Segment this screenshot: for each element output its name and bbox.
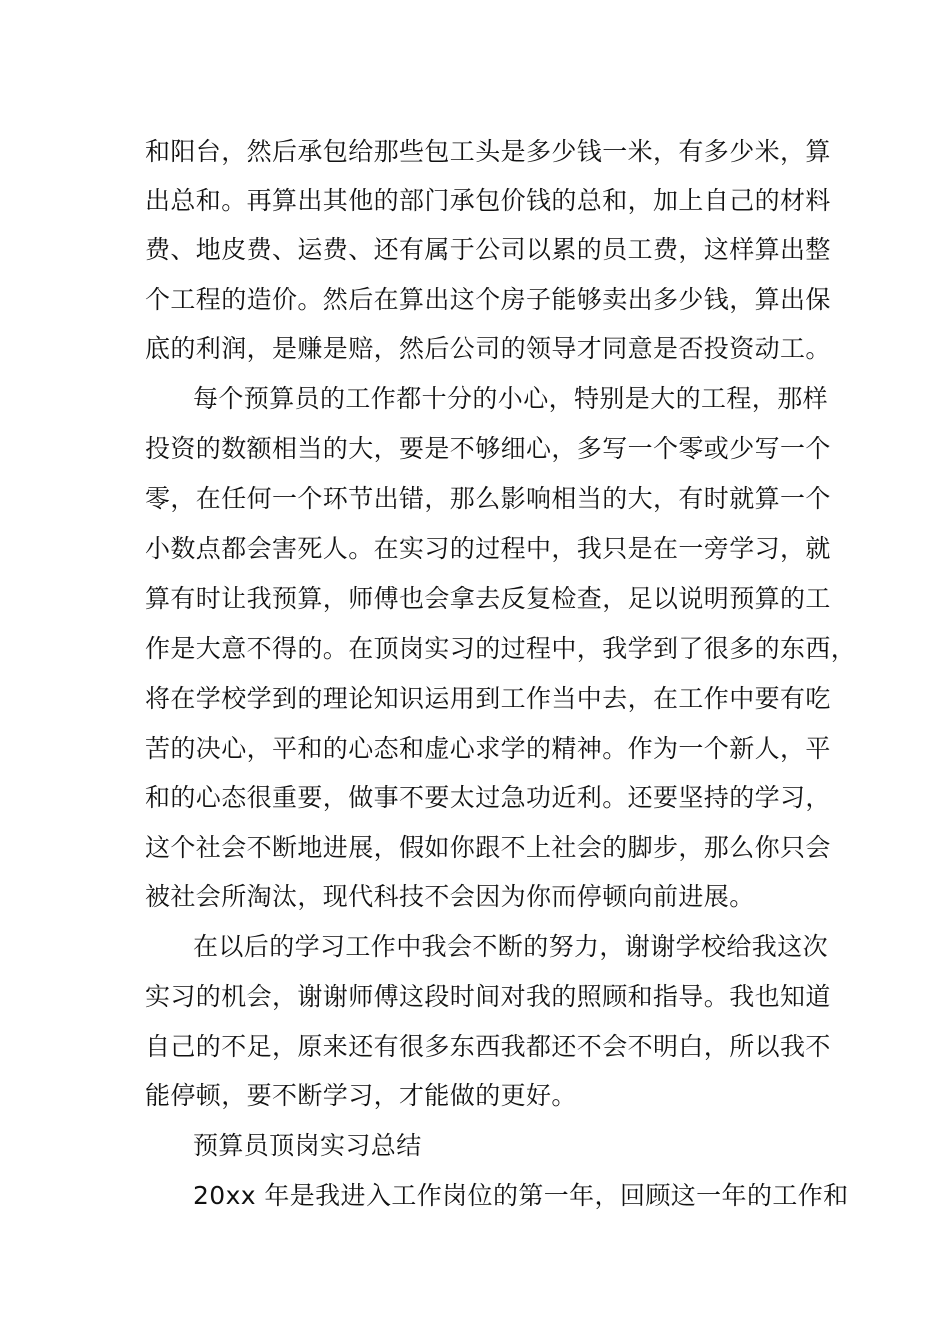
- text-line: 算有时让我预算，师傅也会拿去反复检查，足以说明预算的工: [145, 584, 831, 613]
- text-line: 作是大意不得的。在顶岗实习的过程中，我学到了很多的东西，: [145, 634, 857, 663]
- text-line: 费、地皮费、运费、还有属于公司以累的员工费，这样算出整: [145, 235, 831, 264]
- paragraph-start-line: 每个预算员的工作都十分的小心，特别是大的工程，那样: [193, 384, 829, 413]
- text-line: 和的心态很重要，做事不要太过急功近利。还要坚持的学习，: [145, 783, 831, 812]
- text-line: 能停顿，要不断学习，才能做的更好。: [145, 1081, 577, 1110]
- text-line: 零，在任何一个环节出错，那么影响相当的大，有时就算一个: [145, 484, 831, 513]
- paragraph-start-line: 在以后的学习工作中我会不断的努力，谢谢学校给我这次: [193, 932, 829, 961]
- text-line: 底的利润，是赚是赔，然后公司的领导才同意是否投资动工。: [145, 334, 831, 363]
- text-line: 投资的数额相当的大，要是不够细心，多写一个零或少写一个: [145, 434, 831, 463]
- section-title: 预算员顶岗实习总结: [193, 1131, 422, 1160]
- text-line: 这个社会不断地进展，假如你跟不上社会的脚步，那么你只会: [145, 833, 831, 862]
- text-line: 实习的机会，谢谢师傅这段时间对我的照顾和指导。我也知道: [145, 982, 831, 1011]
- text-line: 和阳台，然后承包给那些包工头是多少钱一米，有多少米，算: [145, 137, 831, 166]
- text-line: 苦的决心，平和的心态和虚心求学的精神。作为一个新人，平: [145, 734, 831, 763]
- text-line: 将在学校学到的理论知识运用到工作当中去，在工作中要有吃: [145, 684, 831, 713]
- text-line: 小数点都会害死人。在实习的过程中，我只是在一旁学习，就: [145, 534, 831, 563]
- text-line: 自己的不足，原来还有很多东西我都还不会不明白，所以我不: [145, 1032, 831, 1061]
- text-line: 被社会所淘汰，现代科技不会因为你而停顿向前进展。: [145, 882, 755, 911]
- text-line: 个工程的造价。然后在算出这个房子能够卖出多少钱，算出保: [145, 285, 831, 314]
- paragraph-start-line: 20xx 年是我进入工作岗位的第一年，回顾这一年的工作和: [193, 1181, 849, 1210]
- text-line: 出总和。再算出其他的部门承包价钱的总和，加上自己的材料: [145, 186, 831, 215]
